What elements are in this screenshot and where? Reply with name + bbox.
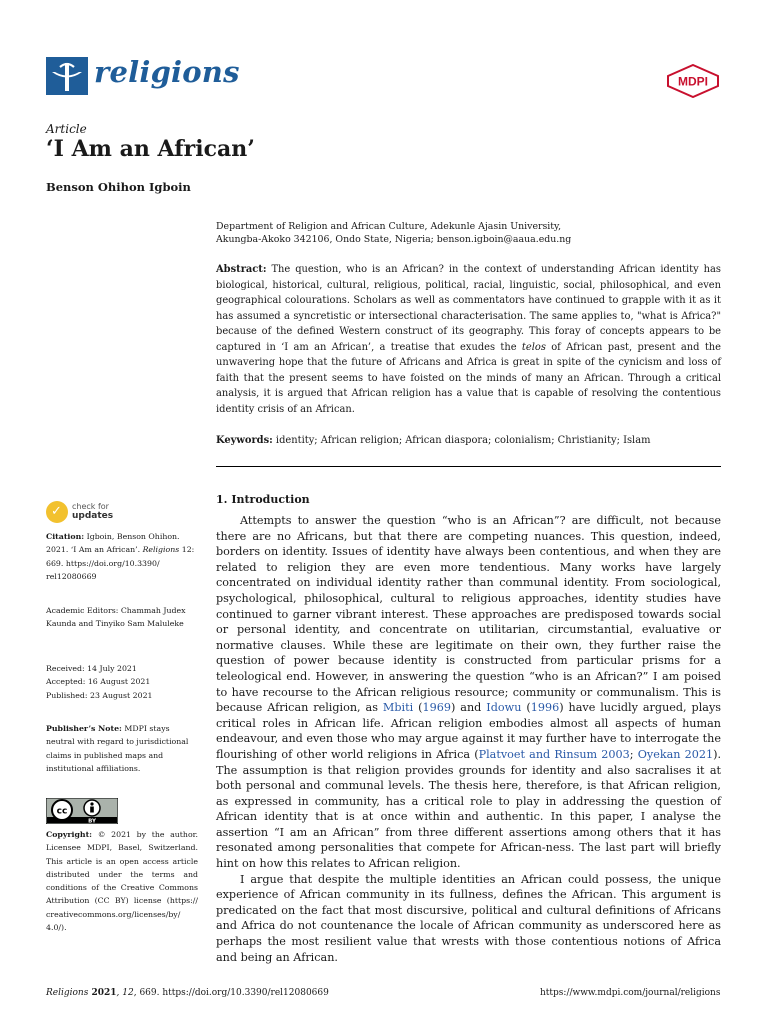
copyright-label: Copyright:: [46, 830, 93, 839]
ref-idowu-link[interactable]: Idowu: [486, 701, 522, 715]
article-type: Article: [46, 122, 87, 136]
p1-text-b: (: [413, 701, 423, 715]
article-title: ‘I Am an African’: [46, 136, 255, 162]
affiliation-line-2: Akungba-Akoko 342106, Ondo State, Nigeria; benson.igboin@aaua.edu.ng: [216, 234, 572, 245]
abstract-text-1: The question, who is an African? in the context of understanding African identity has biological, historical, cultural, religious, political, racial, linguistic, social, philosophical, and even geographical colourations. Scholars as well as commentators have continued to grapple with it as it has assumed a syncretistic or intersectional characterisation. The same applies to, "what is Africa?" because of the defined Western construct of its geography. This foray of concepts appears to be captured in ‘I am an African’, a treatise that exudes the: [216, 264, 721, 353]
ref-oyekan-link[interactable]: Oyekan 2021: [637, 747, 714, 761]
journal-name: religions: [94, 55, 240, 89]
accepted-date: Accepted: 16 August 2021: [46, 677, 151, 687]
p1-text-c: ) and: [451, 701, 487, 715]
p1-text-a: Attempts to answer the question “who is an African”? are difficult, not because there are no Africans, but that there are competing nuances. This question, indeed, borders on identity. Issues of identity have always been contentious, and when they are related to religion they are even more tendentious. Many works have largely concentrated on individual identity rather than communal identity. From sociological, psychological, philosophical, cultural to religious approaches, identity studies have continued to garner vibrant interest. These approaches are predisposed towards social or personal identity, and concentrate on utilitarian, circumstantial, evaluative or normative clauses. While these are legitimate on their own, they further raise the question of power because identity is constructed from particular prisms for a teleological end. However, in answering the question “who is an African?” I am poised to have recourse to the African religious resource; community or communalism. This is because African religion, as: [216, 514, 721, 715]
mdpi-logo-text: MDPI: [678, 74, 708, 89]
ref-mbiti-link[interactable]: Mbiti: [382, 701, 414, 715]
keywords-text: identity; African religion; African diaspora; colonialism; Christianity; Islam: [272, 435, 651, 446]
footer-volume: , 12: [116, 988, 134, 998]
publisher-note: [46, 722, 198, 775]
abstract: [216, 262, 721, 417]
journal-logo-icon: [46, 57, 88, 95]
footer-doi[interactable]: , 669. https://doi.org/10.3390/rel12080669: [133, 988, 329, 998]
p1-text-g: ). The assumption is that religion provides grounds for identity and also sacralises it at both personal and communal levels. The thesis here, therefore, is that African religion, as expressed in community, has a critical role to play in addressing the question of African identity that is at once within and authentic. In this paper, I analyse the assertion “I am an African” from three different assertions among others that it has resonated among personalities that compete for African-ness. The last part will briefly hint on how this relates to African religion.: [216, 747, 722, 871]
paragraph-1: [216, 513, 721, 872]
citation-text-1: Igboin, Benson Ohihon. 2021. ‘I Am an African’.: [46, 532, 180, 555]
published-date: Published: 23 August 2021: [46, 690, 153, 700]
abstract-label: Abstract:: [216, 264, 267, 275]
footer-journal: Religions: [46, 988, 89, 998]
citation-text-2: 12: 669. https://doi.org/10.3390/ rel12080669: [46, 545, 195, 581]
cc-label: cc: [56, 806, 68, 817]
copyright-text: © 2021 by the author. Licensee MDPI, Basel, Switzerland. This article is an open access article distributed under the terms and conditions of the Creative Commons Attribution (CC BY) license (https:// creativecommons.org/licenses/by/ 4.0/).: [46, 830, 198, 933]
check-line-2: updates: [72, 511, 114, 521]
check-for-updates-button[interactable]: [46, 501, 156, 525]
p1-text-d: (: [521, 701, 531, 715]
affiliation-line-1: Department of Religion and African Culture, Adekunle Ajasin University,: [216, 221, 562, 232]
p1-text-e: ) have lucidly argued, plays critical roles in African life. African religion embodies almost all aspects of human endeavour, and even those who may argue against it may further have to interrogate the flourishing of other world religions in Africa (: [216, 701, 722, 761]
authors: Benson Ohihon Igboin: [46, 180, 191, 194]
ref-1996-link[interactable]: 1996: [530, 701, 560, 715]
publisher-note-text: MDPI stays neutral with regard to jurisdictional claims in published maps and institutional affiliations.: [46, 724, 189, 773]
keywords-label: Keywords:: [216, 435, 273, 446]
affiliation: [216, 220, 716, 246]
copyright: [46, 828, 198, 934]
abstract-telos: telos: [521, 341, 546, 353]
divider: [216, 466, 721, 467]
p1-text-f: ;: [629, 747, 638, 761]
academic-editors: Academic Editors: Chammah Judex Kaunda and Tinyiko Sam Maluleke: [46, 606, 186, 629]
received-date: Received: 14 July 2021: [46, 664, 137, 673]
dates: [46, 662, 198, 702]
footer-journal-url[interactable]: https://www.mdpi.com/journal/religions: [540, 988, 721, 998]
paragraph-2: I argue that despite the multiple identities an African could possess, the unique experience of African community in its fullness, defines the African. This argument is predicated on the fact that most discursive, political and cultural definitions of Africans and Africa do not countenance the locale of African community as underscored here as perhaps the most resilient value that wrests with those contentious notions of Africa and being an African.: [216, 872, 721, 964]
abstract-text-2: of African past, present and the unwavering hope that the future of Africans and Africa is great in spite of the cynicism and loss of faith that the present seems to have foisted on the minds of many an African. Through a critical analysis, it is argued that African religion has a value that is capable of resolving the contentious identity crisis of an African.: [216, 341, 721, 415]
keywords: [216, 434, 721, 448]
body-text: [216, 513, 721, 965]
footer-citation: [46, 988, 329, 998]
citation-label: Citation:: [46, 532, 85, 541]
citation-journal: Religions: [142, 545, 180, 555]
section-heading: 1. Introduction: [216, 493, 310, 506]
citation: [46, 530, 198, 583]
cc-by-license-icon[interactable]: [46, 798, 118, 824]
mdpi-logo: [666, 64, 720, 98]
ref-1969-link[interactable]: 1969: [422, 701, 451, 715]
cc-by-label: BY: [88, 818, 96, 824]
publisher-note-label: Publisher’s Note:: [46, 724, 122, 733]
check-line-1: check for: [72, 502, 109, 511]
ref-platvoet-link[interactable]: Platvoet and Rinsum 2003: [478, 747, 630, 761]
footer-year: 2021: [88, 988, 117, 998]
checkmark-icon: ✓: [51, 504, 62, 519]
